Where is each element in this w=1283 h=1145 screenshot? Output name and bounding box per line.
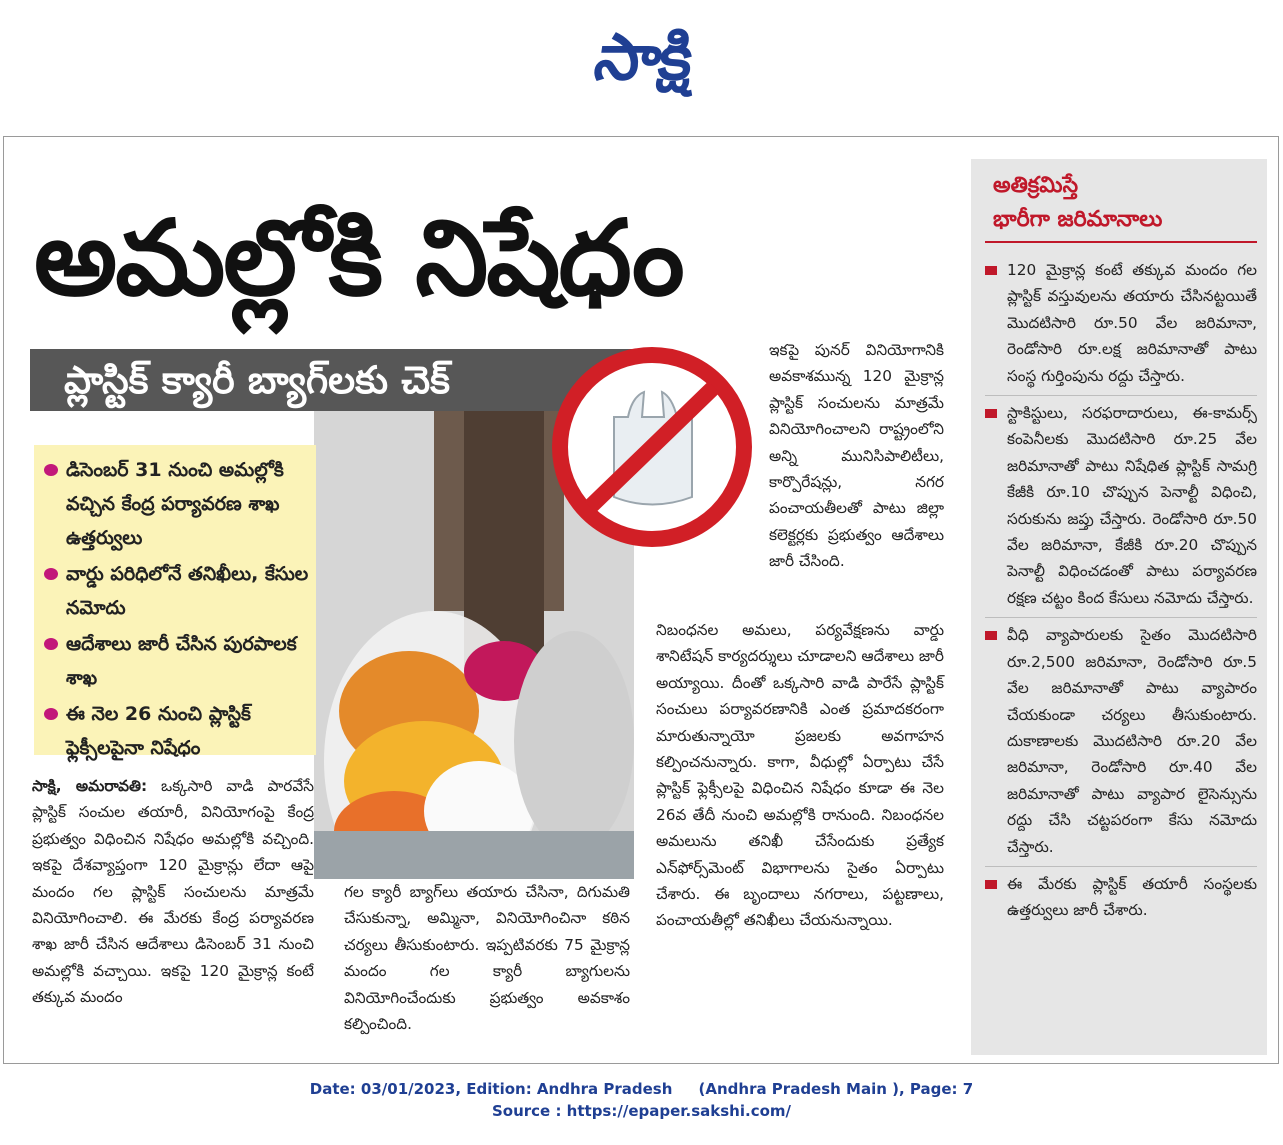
square-bullet-icon [985,631,997,640]
sidebar-item: ఈ మేరకు ప్లాస్టిక్ తయారీ సంస్థలకు ఉత్తర్వులు జారీ చేశారు. [985,867,1257,930]
square-bullet-icon [985,880,997,889]
bullet-icon [44,708,58,720]
article-body-text: ఇకపై పునర్ వినియోగానికి అవకాశమున్న 120 మైక్రాన్ల ప్లాస్టిక్ సంచులను మాత్రమే వినియోగించాలని రాష్ట్రంలోని అన్ని మునిసిపాలిటీలు, కార్పొరేషన్లు, నగర పంచాయతీలతో పాటు జిల్లా కలెక్టర్లకు ప్రభుత్వం ఆదేశాలు జారీ చేసింది. [769,341,944,571]
article-clipping [3,136,1279,1064]
highlights-box [34,445,316,759]
article-body-text: నిబంధనల అమలు, పర్యవేక్షణను వార్డు శానిటేషన్ కార్యదర్శులు చూడాలని ఆదేశాలు జారీ అయ్యాయి. దీంతో ఒక్కసారి వాడి పారేసే ప్లాస్టిక్ సంచులు పర్యావరణానికి ఎంత ప్రమాదకరంగా మారుతున్నాయో ప్రజలకు అవగాహన కల్పించనున్నారు. కాగా, వీధుల్లో ఏర్పాటు చేసే ప్లాస్టిక్ ఫ్లెక్సీలపై విధించిన నిషేధం కూడా ఈ నెల 26వ తేదీ నుంచి అమల్లోకి రానుంది. నిబంధనల అమలును తనిఖీ చేసేందుకు ప్రత్యేక ఎన్‌ఫోర్స్‌మెంట్ విభాగాలను సైతం ఏర్పాటు చేశారు. ఈ బృందాలు నగరాలు, పట్టణాలు, పంచాయతీల్లో తనిఖీలు చేయనున్నాయి. [656,621,944,930]
article-column-2 [344,879,630,1037]
article-dateline: సాక్షి, అమరావతి: [32,777,148,795]
article-body-text: ఒక్కసారి వాడి పారవేసే ప్లాస్టిక్ సంచుల తయారీ, వినియోగంపై కేంద్ర ప్రభుత్వం విధించిన నిషేధం అమల్లోకి వచ్చింది. ఇకపై దేశవ్యాప్తంగా 120 మైక్రాన్లు లేదా ఆపై మందం గల ప్లాస్టిక్ సంచులను మాత్రమే వినియోగించాలి. ఈ మేరకు కేంద్ర పర్యావరణ శాఖ జారీ చేసిన ఆదేశాలు డిసెంబర్ 31 నుంచి అమల్లోకి వచ్చాయి. ఇకపై 120 మైక్రాన్ల కంటే తక్కువ మందం [32,777,314,1007]
article-headline: అమల్లోకి నిషేధం [34,197,683,319]
sidebar-title: అతిక్రమిస్తే భారీగా జరిమానాలు [985,169,1257,243]
source-link[interactable]: Source : https://epaper.sakshi.com/ [491,1102,791,1120]
sidebar-item: వీధి వ్యాపారులకు సైతం మొదటిసారి రూ.2,500 జరిమానా, రెండోసారి రూ.5 వేల జరిమానాతో పాటు వ్యాపారం చేయకుండా చర్యలు తీసుకుంటారు. దుకాణాలకు మొదటిసారి రూ.20 వేల జరిమానా, రెండోసారి రూ.40 వేల జరిమానాతో పాటు వ్యాపార లైసెన్సును రద్దు చేసి చట్టపరంగా కేసు నమోదు చేస్తారు. [985,618,1257,867]
penalties-sidebar [971,159,1267,1055]
article-column-3-top [769,337,944,575]
highlight-item: డిసెంబర్ 31 నుంచి అమల్లోకి వచ్చిన కేంద్ర పర్యావరణ శాఖ ఉత్తర్వులు [44,453,310,555]
square-bullet-icon [985,409,997,418]
no-plastic-bag-icon [552,347,752,547]
article-column-1 [32,773,314,1011]
bullet-icon [44,464,58,476]
masthead [0,0,1283,135]
article-subheadline: ప్లాస్టిక్ క్యారీ బ్యాగ్‌లకు చెక్ [30,349,642,411]
bullet-icon [44,568,58,580]
sidebar-item: స్టాకిస్టులు, సరఫరాదారులు, ఈ-కామర్స్ కంపెనీలకు మొదటిసారి రూ.25 వేల జరిమానాతో పాటు నిషేధిత ప్లాస్టిక్ సామగ్రి కేజీకి రూ.10 చొప్పున పెనాల్టీ విధించి, సరుకును జప్తు చేస్తారు. రెండోసారి రూ.50 వేల జరిమానా, కేజీకి రూ.20 చొప్పున పెనాల్టీ విధించడంతో పాటు పర్యావరణ రక్షణ చట్టం కింద కేసులు నమోదు చేస్తారు. [985,396,1257,618]
highlight-item: ఆదేశాలు జారీ చేసిన పురపాలక శాఖ [44,627,310,695]
bullet-icon [44,638,58,650]
article-column-3-bottom [656,617,944,934]
article-body-text: గల క్యారీ బ్యాగ్‌లు తయారు చేసినా, దిగుమతి చేసుకున్నా, అమ్మినా, వినియోగించినా కఠిన చర్యలు తీసుకుంటారు. ఇప్పటివరకు 75 మైక్రాన్ల మందం గల క్యారీ బ్యాగులను వినియోగించేందుకు ప్రభుత్వం అవకాశం కల్పించింది. [344,883,630,1034]
highlight-item: వార్డు పరిధిలోనే తనిఖీలు, కేసుల నమోదు [44,557,310,625]
highlight-item: ఈ నెల 26 నుంచి ప్లాస్టిక్ ఫ్లెక్సీలపైనా నిషేధం [44,697,310,765]
sakshi-logo: సాక్షి [590,21,696,95]
edition-info: Date: 03/01/2023, Edition: Andhra Pradesh (Andhra Pradesh Main ), Page: 7 [309,1080,974,1098]
sidebar-item: 120 మైక్రాన్ల కంటే తక్కువ మందం గల ప్లాస్టిక్ వస్తువులను తయారు చేసినట్టయితే మొదటిసారి రూ.50 వేల జరిమానా, రెండోసారి రూ.లక్ష జరిమానాతో పాటు సంస్థ గుర్తింపును రద్దు చేస్తారు. [985,253,1257,396]
square-bullet-icon [985,266,997,275]
source-footer [0,1078,1283,1122]
